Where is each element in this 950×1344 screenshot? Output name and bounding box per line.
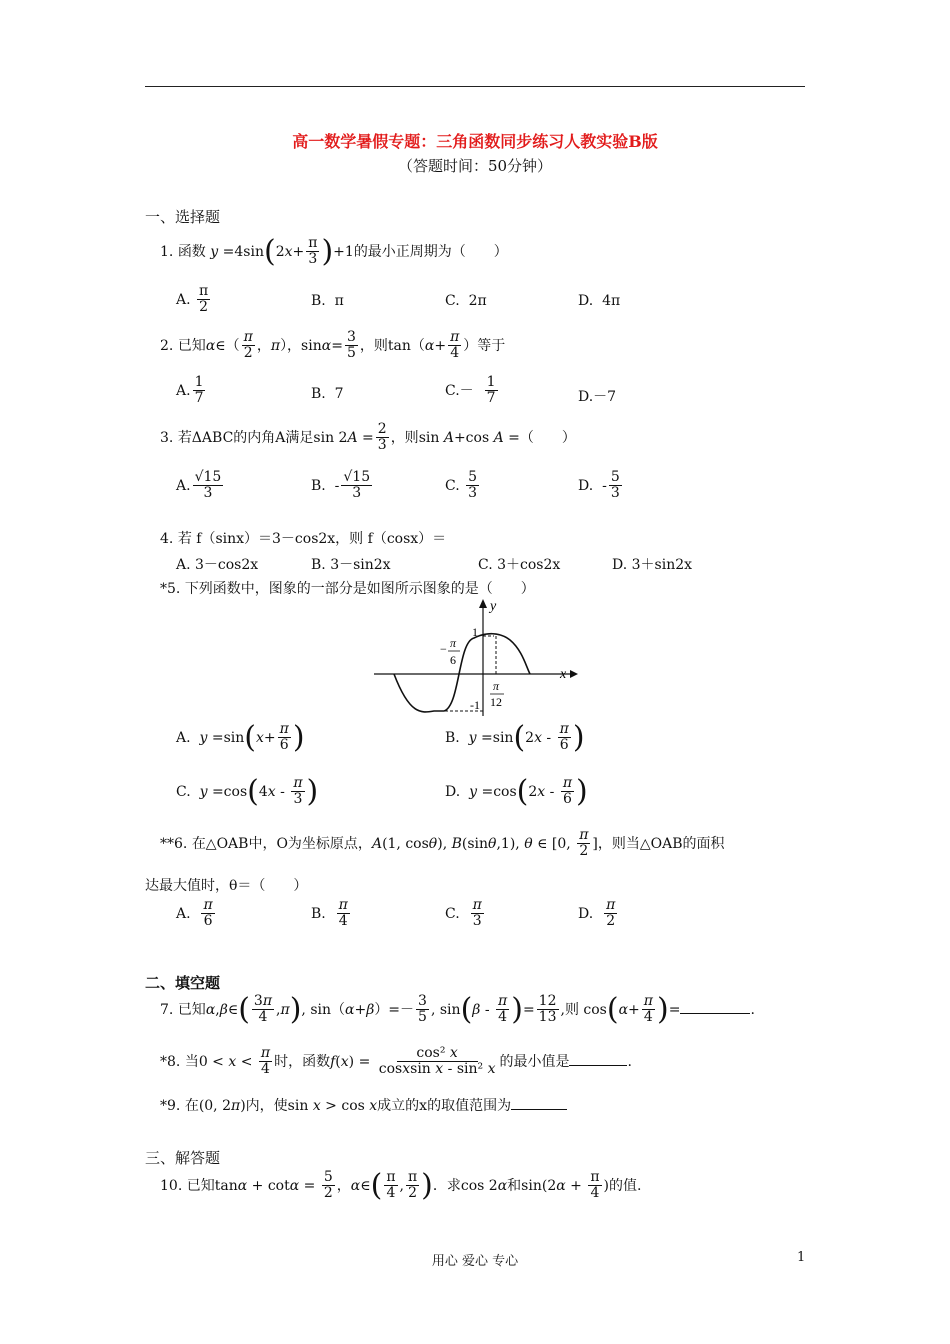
- q1-option-b: B. π: [311, 293, 344, 309]
- q2-option-c: C.－ $\frac{1}{7}$: [445, 374, 496, 407]
- q5-option-d: D. y =cos(2x - $\frac{\pi}{6}$ ): [445, 773, 588, 809]
- section-heading-fill: 二、填空题: [145, 974, 221, 992]
- document-subtitle: （答题时间：50分钟）: [397, 157, 553, 175]
- q4-option-d: D. 3＋sin2x: [612, 557, 693, 573]
- answer-blank[interactable]: [680, 1013, 750, 1014]
- q3-option-d: D. - $\frac{5}{3}$: [578, 469, 620, 502]
- q2-option-a: A. $\frac{1}{7}$: [176, 374, 204, 407]
- y-axis-label: y: [490, 599, 497, 614]
- curve: [394, 634, 530, 712]
- x-axis-label: x: [560, 667, 567, 682]
- q2-option-b: B. 7: [311, 386, 344, 402]
- q6-option-d: D. $\frac{\pi}{2}$: [578, 897, 616, 930]
- q1-option-c: C. 2π: [445, 293, 487, 309]
- left-tick-minus: −: [440, 642, 447, 656]
- right-tick-num: π: [493, 679, 500, 693]
- header-rule: [145, 86, 805, 87]
- q3-option-a: A. $\frac{√15}{3}$: [176, 469, 222, 502]
- section-heading-choice: 一、选择题: [145, 208, 221, 226]
- y-axis-arrow: [479, 599, 487, 608]
- right-tick-den: 12: [490, 695, 502, 709]
- q6-option-b: B. $\frac{\pi}{4}$: [311, 897, 348, 930]
- x-axis-arrow: [570, 670, 578, 678]
- q3-option-b: B. - $\frac{√15}{3}$: [311, 469, 371, 502]
- question-4: 4. 若 f（sinx）＝3－cos2x，则 f（cosx）＝: [160, 531, 447, 547]
- question-number: 1.: [160, 243, 174, 260]
- question-1: 1. 函数 y =4sin(2x+ $\frac{\pi}{3}$ )+1的最小正周期为（ ）: [160, 233, 508, 269]
- answer-blank[interactable]: [569, 1065, 627, 1066]
- q6-option-a: A. $\frac{\pi}{6}$: [176, 897, 213, 930]
- question-5: *5. 下列函数中，图象的一部分是如图所示图象的是（ ）: [160, 581, 535, 597]
- section-heading-solve: 三、解答题: [145, 1149, 221, 1167]
- left-tick-den: 6: [450, 653, 456, 667]
- question-6-cont: 达最大值时，θ＝（ ）: [145, 878, 308, 894]
- q5-option-b: B. y =sin(2x - $\frac{\pi}{6}$ ): [445, 719, 585, 755]
- q4-option-a: A. 3－cos2x: [176, 557, 259, 573]
- answer-blank[interactable]: [511, 1109, 567, 1110]
- q2-option-d: D.－7: [578, 389, 617, 405]
- left-tick-num: π: [450, 636, 457, 650]
- question-6: **6. 在△OAB中，O为坐标原点，A(1, cosθ), B(sinθ,1), θ ∈ [0, $\frac{\pi}{2}$ ]，则当△OAB的面积: [160, 827, 725, 860]
- question-9: *9. 在(0, 2π)内，使sin x > cos x成立的x的取值范围为: [160, 1095, 567, 1115]
- q1-option-d: D. 4π: [578, 293, 621, 309]
- label-neg-one: -1: [470, 698, 480, 712]
- question-8: *8. 当0 < x < $\frac{\pi}{4}$ 时，函数f(x) = $\frac{\text{cos² x}}{\text{cosxsin x - sin² x}}$ 的最小值是 .: [160, 1045, 632, 1078]
- document-title: 高一数学暑假专题：三角函数同步练习人教实验B版: [292, 132, 658, 151]
- q4-option-b: B. 3－sin2x: [311, 557, 391, 573]
- question-2: 2. 已知α∈（ $\frac{\pi}{2}$ ，π），sinα= $\frac{3}{5}$ ，则tan（α+ $\frac{\pi}{4}$ ）等于: [160, 329, 506, 362]
- question-10: 10. 已知tanα + cotα = $\frac{5}{2}$ ，α∈( $\frac{\pi}{4}$ , $\frac{\pi}{2}$ )．求cos 2α和sin(2α + $\frac{\pi}{4}$ )的值.: [160, 1167, 642, 1203]
- footer-motto: 用心 爱心 专心: [431, 1254, 519, 1269]
- q1-option-a: A. $\frac{\pi}{2}$: [176, 283, 209, 316]
- q5-option-a: A. y =sin(x+ $\frac{\pi}{6}$ ): [176, 719, 305, 755]
- q6-option-c: C. $\frac{\pi}{3}$: [445, 897, 482, 930]
- q3-option-c: C. $\frac{5}{3}$: [445, 469, 478, 502]
- label-one: 1: [472, 625, 478, 639]
- sine-graph: [370, 596, 580, 720]
- question-7: 7. 已知α,β∈( $\frac{3\pi}{4}$ ,π), sin（α+β）=－ $\frac{3}{5}$ , sin(β - $\frac{\pi}{4}$ )= $\frac{12}{13}$ ,则 cos(α+ $\frac{\pi}{4}$ )= .: [160, 991, 755, 1027]
- q5-option-c: C. y =cos(4x - $\frac{\pi}{3}$ ): [176, 773, 319, 809]
- q4-option-c: C. 3＋cos2x: [478, 557, 561, 573]
- question-3: 3. 若ΔABC的内角A满足sin 2A = $\frac{2}{3}$ ，则sin A+cos A =（ ）: [160, 421, 576, 454]
- page-number: 1: [797, 1250, 806, 1265]
